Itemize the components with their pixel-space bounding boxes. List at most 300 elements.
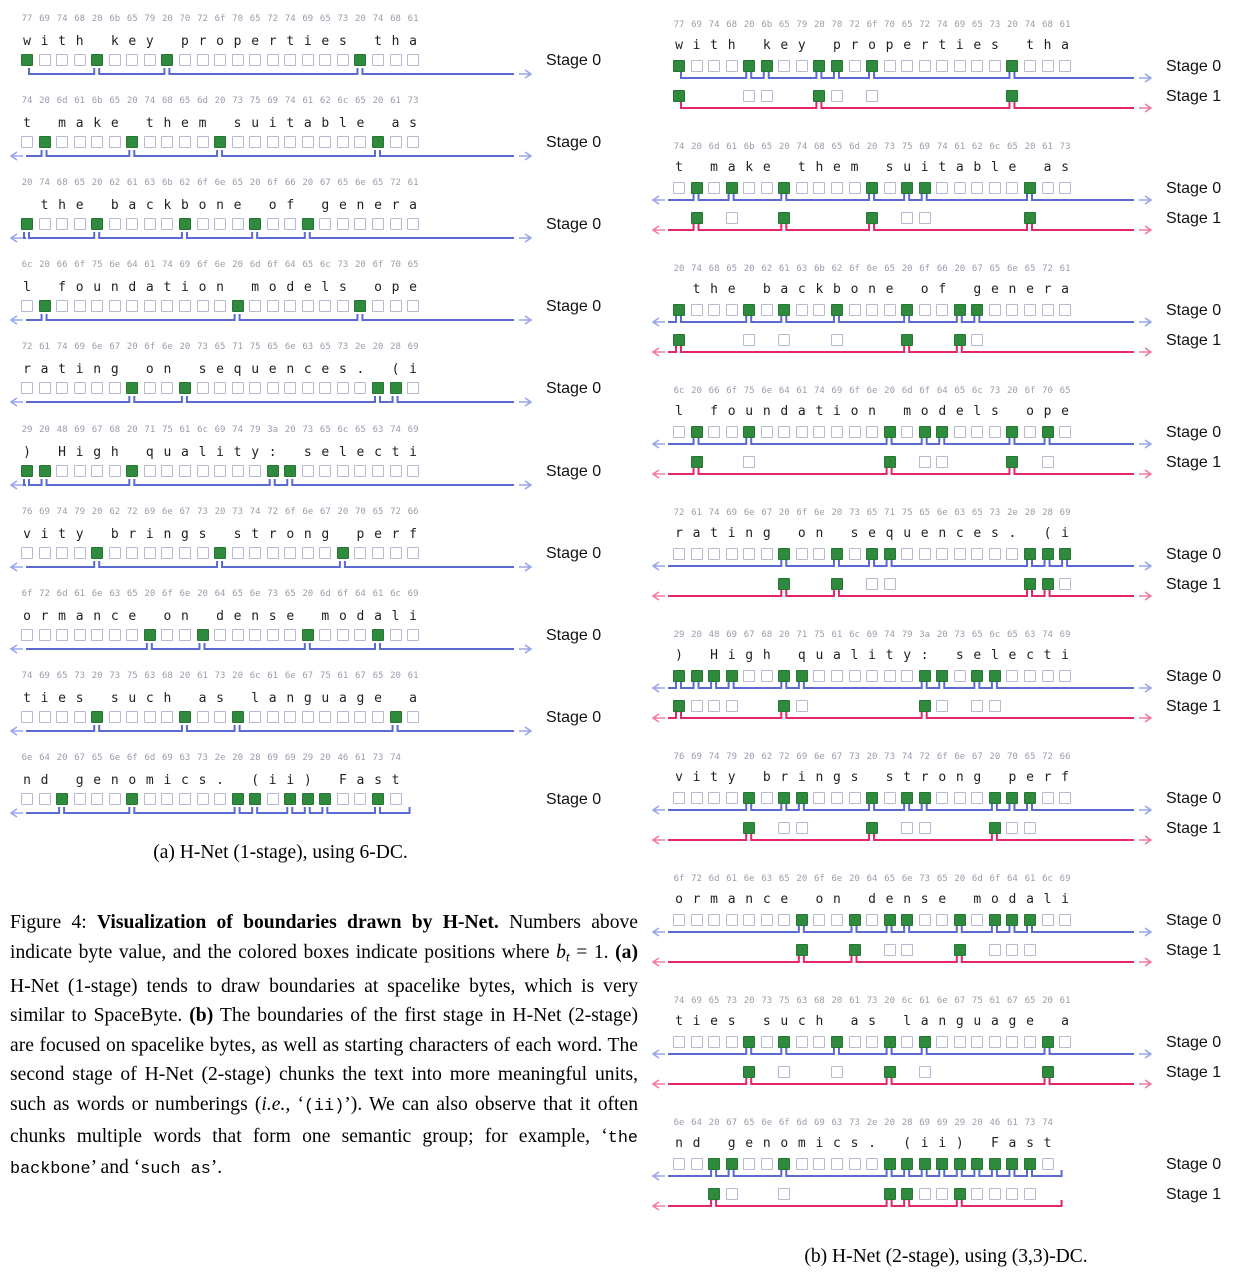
hex-byte-label: 20 — [954, 874, 966, 884]
char-label: e — [128, 609, 137, 624]
hex-byte-label: 20 — [989, 752, 1001, 762]
hex-byte-label: 67 — [302, 671, 314, 681]
hex-byte-label: 61 — [919, 996, 931, 1006]
hex-byte-label: 73 — [337, 14, 349, 24]
hex-byte-label: 20 — [91, 507, 103, 517]
char-label: m — [903, 404, 912, 419]
hex-byte-label: 20 — [1007, 20, 1018, 30]
hex-byte-label: 20 — [179, 671, 191, 681]
hex-byte-label: 6e — [161, 342, 173, 352]
char-label: e — [973, 648, 982, 663]
char-label: h — [391, 34, 400, 49]
hex-byte-label: 6e — [936, 996, 948, 1006]
char-label: b — [973, 160, 982, 175]
hex-byte-label: 3a — [267, 425, 279, 435]
char-label: s — [268, 609, 277, 624]
char-label: u — [780, 1014, 789, 1029]
hex-byte-label: 20 — [778, 508, 790, 518]
hex-byte-label: 61 — [74, 589, 86, 599]
hex-byte-label: 6d — [796, 1118, 808, 1128]
hex-byte-label: 61 — [691, 508, 702, 518]
right-arrow-icon — [519, 481, 531, 489]
char-label: w — [675, 38, 683, 53]
hex-byte-label: 6f — [284, 507, 296, 517]
hex-byte-label: 6e — [866, 264, 878, 274]
hex-byte-label: 61 — [1059, 996, 1071, 1006]
hex-byte-label: 28 — [901, 1118, 913, 1128]
char-label: k — [762, 38, 771, 53]
left-arrow-icon — [653, 806, 665, 814]
stage1-boundary-box-empty — [743, 90, 755, 102]
char-label: n — [251, 609, 260, 624]
char-label: s — [198, 527, 207, 542]
hex-byte-label: 72 — [778, 752, 790, 762]
stage1-boundary-box-empty — [1024, 822, 1036, 834]
char-label: s — [1026, 1136, 1034, 1151]
char-label: i — [163, 773, 172, 788]
char-label: a — [338, 691, 347, 706]
hex-byte-label: 68 — [1042, 20, 1053, 30]
hex-byte-label: 70 — [179, 14, 191, 24]
stage1-boundary-box-empty — [726, 700, 738, 712]
hex-byte-label: 2e — [214, 753, 226, 763]
char-label: i — [920, 1136, 929, 1151]
char-label: a — [409, 691, 417, 706]
right-arrow-icon — [519, 152, 531, 160]
char-label: o — [268, 198, 277, 213]
hex-byte-label: 74 — [901, 752, 913, 762]
caption-segment: The boundaries of the first stage in H-Net (2-stage) are focused on spacelike bytes, as well as starting characters of each word. The second stage of H-Net (2-stage) chunks the text into more meaningful units, such as words or numberings ( — [10, 1005, 638, 1115]
hex-byte-label: 65 — [971, 20, 983, 30]
char-label: r — [391, 527, 400, 542]
boundary-bracket-lines — [650, 746, 1255, 868]
char-label: g — [745, 648, 754, 663]
char-label: r — [40, 609, 49, 624]
hex-byte-label: 20 — [691, 630, 702, 640]
char-label: t — [675, 160, 683, 175]
stage1-boundary-box-filled — [954, 334, 966, 346]
char-label: n — [868, 282, 876, 297]
hex-byte-label: 6f — [919, 264, 931, 274]
hex-byte-label: 63 — [761, 874, 773, 884]
char-label: e — [973, 38, 982, 53]
char-label: d — [780, 404, 789, 419]
stage1-boundary-box-filled — [1024, 212, 1036, 224]
left-arrow-icon — [653, 714, 665, 722]
right-arrow-icon — [519, 563, 531, 571]
char-label: u — [903, 160, 912, 175]
hex-byte-label: 73 — [989, 386, 1001, 396]
hex-byte-label: 68 — [161, 671, 173, 681]
caption-segment: Visualization of boundaries drawn by H-Net. — [96, 912, 499, 933]
hex-byte-label: 61 — [1024, 874, 1036, 884]
figure-caption — [10, 908, 638, 1185]
hex-byte-label: 73 — [726, 996, 738, 1006]
char-label: F — [338, 773, 347, 788]
hex-byte-label: 6d — [56, 589, 68, 599]
hex-byte-label: 67 — [319, 507, 331, 517]
char-label: e — [745, 1136, 754, 1151]
char-label: l — [990, 160, 999, 175]
char-label: a — [75, 609, 84, 624]
char-label: . — [356, 362, 365, 377]
stage1-boundary-box-empty — [971, 334, 983, 346]
char-label: u — [903, 526, 912, 541]
stage0-label: Stage 0 — [546, 791, 602, 808]
char-label: t — [1043, 648, 1052, 663]
hex-byte-label: 61 — [302, 96, 314, 106]
stage1-boundary-box-empty — [919, 1188, 931, 1200]
char-label: . — [868, 1136, 876, 1151]
char-label: s — [885, 770, 894, 785]
hex-byte-label: 65 — [1007, 142, 1018, 152]
hex-byte-label: 6d — [56, 96, 68, 106]
hex-byte-label: 64 — [284, 260, 296, 270]
stage1-boundary-box-empty — [778, 1188, 790, 1200]
hex-byte-label: 2e — [866, 1118, 878, 1128]
hex-byte-label: 73 — [849, 752, 860, 762]
hex-byte-label: 74 — [708, 508, 720, 518]
hex-byte-label: 65 — [726, 264, 738, 274]
hex-byte-label: 63 — [144, 671, 156, 681]
stage1-boundary-box-empty — [866, 90, 878, 102]
left-arrow-icon — [11, 234, 23, 242]
char-label: m — [58, 609, 66, 624]
char-label: a — [356, 773, 365, 788]
hex-byte-label: 69 — [1059, 508, 1071, 518]
stage1-boundary-box-empty — [691, 700, 703, 712]
hex-byte-label: 74 — [1042, 630, 1053, 640]
char-label: o — [797, 526, 806, 541]
hex-byte-label: 20 — [249, 178, 261, 188]
stage1-boundary-box-empty — [743, 334, 755, 346]
stage1-label: Stage 1 — [1166, 1186, 1222, 1203]
char-label: a — [1043, 160, 1052, 175]
hex-byte-label: 72 — [1042, 752, 1053, 762]
stage1-boundary-box-filled — [954, 1188, 966, 1200]
hex-byte-label: 73 — [197, 507, 208, 517]
stage1-boundary-box-filled — [901, 334, 913, 346]
char-label: s — [233, 116, 242, 131]
hex-byte-label: 61 — [267, 671, 279, 681]
right-arrow-icon — [1139, 1080, 1151, 1088]
char-label: e — [356, 445, 365, 460]
hex-byte-label: 70 — [1042, 386, 1053, 396]
char-label: i — [216, 445, 224, 460]
char-label: c — [145, 691, 154, 706]
char-label: h — [75, 34, 84, 49]
hex-byte-label: 20 — [884, 1118, 896, 1128]
hex-byte-label: 20 — [39, 425, 50, 435]
char-label: r — [692, 892, 701, 907]
char-label: o — [163, 609, 172, 624]
char-label: s — [990, 404, 999, 419]
hex-byte-label: 61 — [144, 260, 156, 270]
char-label: g — [321, 198, 330, 213]
hex-byte-label: 20 — [302, 589, 314, 599]
hex-byte-label: 66 — [407, 507, 419, 517]
stage1-label: Stage 1 — [1166, 698, 1222, 715]
hex-byte-label: 20 — [161, 14, 173, 24]
char-label: f — [710, 404, 718, 419]
hex-byte-label: 6e — [901, 874, 913, 884]
char-label: l — [198, 445, 207, 460]
hex-byte-label: 20 — [866, 752, 878, 762]
hex-byte-label: 68 — [726, 20, 738, 30]
hex-byte-label: 6e — [743, 874, 755, 884]
caption-segment: (a) — [615, 941, 638, 963]
char-label: o — [268, 280, 277, 295]
char-label: n — [356, 198, 365, 213]
stage1-boundary-box-filled — [691, 456, 703, 468]
hex-byte-label: 69 — [161, 753, 173, 763]
char-label: b — [110, 198, 119, 213]
char-label: l — [675, 404, 683, 419]
hex-byte-label: 65 — [989, 264, 1001, 274]
right-arrow-icon — [1139, 1050, 1151, 1058]
stage0-brackets — [668, 1170, 1062, 1176]
char-label: p — [181, 34, 189, 49]
byte-row — [650, 14, 1255, 136]
char-label: n — [815, 526, 824, 541]
left-arrow-icon — [653, 1202, 665, 1210]
hex-byte-label: 65 — [372, 671, 384, 681]
char-label: i — [955, 38, 964, 53]
hex-byte-label: 6e — [866, 386, 878, 396]
stage1-boundary-box-empty — [708, 700, 720, 712]
char-label: e — [338, 198, 347, 213]
stage0-brackets — [668, 1048, 1134, 1054]
stage1-boundary-box-empty — [778, 334, 790, 346]
hex-byte-label: 20 — [884, 386, 896, 396]
char-label: s — [762, 1014, 771, 1029]
hex-byte-label: 65 — [1024, 996, 1036, 1006]
boundary-bracket-lines — [650, 990, 1255, 1112]
hex-byte-label: 69 — [691, 20, 702, 30]
stage1-boundary-box-filled — [743, 1066, 755, 1078]
hex-byte-label: 6f — [337, 589, 349, 599]
hex-byte-label: 65 — [1024, 264, 1036, 274]
stage0-brackets — [681, 72, 1134, 78]
char-label: g — [356, 691, 365, 706]
panel-a-hnet-1stage — [8, 12, 653, 840]
char-label: e — [251, 34, 260, 49]
char-label: s — [374, 773, 382, 788]
char-label: c — [1026, 648, 1034, 663]
char-label: g — [321, 527, 330, 542]
char-label: c — [797, 282, 806, 297]
hex-byte-label: 73 — [1059, 142, 1071, 152]
char-label: r — [23, 362, 31, 377]
stage0-brackets — [668, 804, 1134, 810]
char-label: n — [286, 691, 295, 706]
hex-byte-label: 69 — [39, 14, 50, 24]
char-label: ) — [303, 773, 312, 788]
hex-byte-label: 73 — [989, 508, 1001, 518]
hex-byte-label: 69 — [1059, 630, 1071, 640]
hex-byte-label: 20 — [743, 264, 755, 274]
right-arrow-icon — [1139, 104, 1151, 112]
stage1-boundary-box-filled — [813, 90, 825, 102]
hex-byte-label: 69 — [831, 386, 843, 396]
hex-byte-label: 6c — [21, 260, 33, 270]
hex-byte-label: 6f — [74, 260, 86, 270]
right-arrow-icon — [1139, 592, 1151, 600]
hex-byte-label: 6d — [708, 874, 720, 884]
hex-byte-label: 75 — [778, 996, 790, 1006]
byte-row — [8, 176, 653, 258]
char-label: e — [374, 691, 382, 706]
left-arrow-icon — [11, 645, 23, 653]
char-label: e — [780, 892, 789, 907]
stage1-label: Stage 1 — [1166, 1064, 1222, 1081]
left-arrow-icon — [653, 226, 665, 234]
hex-byte-label: 72 — [390, 507, 401, 517]
hex-byte-label: 20 — [691, 142, 702, 152]
char-label: t — [58, 362, 66, 377]
caption-segment: t — [565, 949, 570, 965]
char-label: ) — [675, 648, 683, 663]
stage1-boundary-box-empty — [831, 90, 843, 102]
char-label: m — [251, 280, 260, 295]
char-label: y — [903, 648, 912, 663]
char-label: F — [990, 1136, 999, 1151]
hex-byte-label: 66 — [284, 178, 296, 188]
left-arrow-icon — [653, 1172, 665, 1180]
stage1-boundary-box-empty — [1006, 1188, 1018, 1200]
byte-row — [8, 751, 653, 833]
stage1-boundary-box-empty — [936, 1188, 948, 1200]
caption-segment: i.e., — [261, 1093, 291, 1115]
char-label: u — [321, 691, 330, 706]
char-label: e — [181, 116, 189, 131]
hex-byte-label: 6c — [319, 260, 331, 270]
char-label: s — [850, 526, 859, 541]
hex-byte-label: 65 — [743, 1118, 755, 1128]
hex-byte-label: 73 — [866, 996, 878, 1006]
hex-byte-label: 64 — [214, 589, 226, 599]
hex-byte-label: 69 — [936, 1118, 948, 1128]
hex-byte-label: 62 — [179, 178, 191, 188]
hex-byte-label: 65 — [337, 178, 349, 188]
right-arrow-icon — [519, 727, 531, 735]
byte-row — [650, 136, 1255, 258]
stage1-label: Stage 1 — [1166, 820, 1222, 837]
char-label: e — [903, 38, 912, 53]
hex-byte-label: 62 — [319, 96, 331, 106]
hex-byte-label: 6d — [144, 753, 156, 763]
stage0-label: Stage 0 — [1166, 1034, 1222, 1051]
hex-byte-label: 6d — [849, 142, 860, 152]
stage1-boundary-box-filled — [831, 578, 843, 590]
char-label: f — [58, 280, 66, 295]
char-label: u — [251, 116, 260, 131]
hex-byte-label: 69 — [267, 96, 279, 106]
char-label: b — [181, 198, 189, 213]
hex-byte-label: 6b — [761, 20, 773, 30]
hex-byte-label: 20 — [232, 671, 244, 681]
hex-byte-label: 74 — [232, 425, 244, 435]
stage1-boundary-box-filled — [1042, 1066, 1054, 1078]
char-label: n — [1008, 282, 1017, 297]
char-label: o — [216, 34, 224, 49]
stage1-boundary-box-empty — [796, 822, 808, 834]
hex-byte-label: 20 — [1042, 996, 1053, 1006]
hex-byte-label: 65 — [971, 508, 983, 518]
hex-byte-label: 65 — [232, 589, 244, 599]
right-arrow-icon — [1139, 470, 1151, 478]
hex-byte-label: 69 — [691, 752, 702, 762]
hex-byte-label: 73 — [302, 425, 314, 435]
hex-byte-label: 20 — [214, 96, 226, 106]
hex-byte-label: 73 — [989, 20, 1001, 30]
right-arrow-icon — [1139, 928, 1151, 936]
hex-byte-label: 73 — [849, 508, 860, 518]
char-label: i — [40, 527, 49, 542]
char-label: g — [955, 1014, 964, 1029]
char-label: o — [128, 773, 137, 788]
char-label: ( — [391, 362, 400, 377]
hex-byte-label: 6d — [249, 260, 261, 270]
hex-byte-label: 6c — [849, 630, 860, 640]
hex-byte-label: 73 — [232, 96, 244, 106]
hex-byte-label: 6f — [126, 753, 138, 763]
hex-byte-label: 20 — [126, 342, 138, 352]
hex-byte-label: 6c — [1042, 874, 1053, 884]
byte-row — [8, 587, 653, 669]
right-arrow-icon — [1139, 714, 1151, 722]
char-label: e — [885, 282, 894, 297]
char-label: t — [938, 38, 947, 53]
hex-byte-label: 6e — [673, 1118, 685, 1128]
hex-byte-label: 68 — [56, 178, 68, 188]
stage0-label: Stage 0 — [1166, 424, 1222, 441]
hex-byte-label: 65 — [901, 20, 913, 30]
stage1-boundary-box-empty — [901, 212, 913, 224]
char-label: i — [75, 362, 84, 377]
hex-byte-label: 63 — [372, 425, 384, 435]
byte-row — [8, 258, 653, 340]
char-label: m — [973, 892, 982, 907]
char-label: e — [990, 282, 999, 297]
hex-byte-label: 74 — [884, 630, 896, 640]
hex-byte-label: 64 — [126, 260, 138, 270]
char-label: m — [145, 773, 154, 788]
char-label: n — [903, 892, 912, 907]
hex-byte-label: 63 — [144, 178, 156, 188]
hex-byte-label: 68 — [708, 264, 720, 274]
left-arrow-icon — [653, 684, 665, 692]
char-label: h — [710, 282, 718, 297]
caption-segment: the backbone — [10, 1128, 638, 1180]
char-label: t — [163, 280, 172, 295]
stage0-label: Stage 0 — [1166, 302, 1222, 319]
char-label: n — [163, 527, 172, 542]
hex-byte-label: 65 — [319, 342, 331, 352]
char-label: u — [128, 691, 137, 706]
stage1-boundary-box-empty — [919, 456, 931, 468]
hex-byte-label: 6b — [813, 264, 825, 274]
hex-byte-label: 72 — [267, 14, 279, 24]
char-label: s — [303, 445, 312, 460]
char-label: n — [833, 892, 841, 907]
hex-byte-label: 20 — [673, 264, 685, 274]
char-label: e — [374, 527, 382, 542]
hex-byte-label: 6f — [267, 178, 279, 188]
char-label: e — [110, 116, 119, 131]
stage1-boundary-box-filled — [1006, 456, 1018, 468]
char-label: r — [675, 526, 683, 541]
